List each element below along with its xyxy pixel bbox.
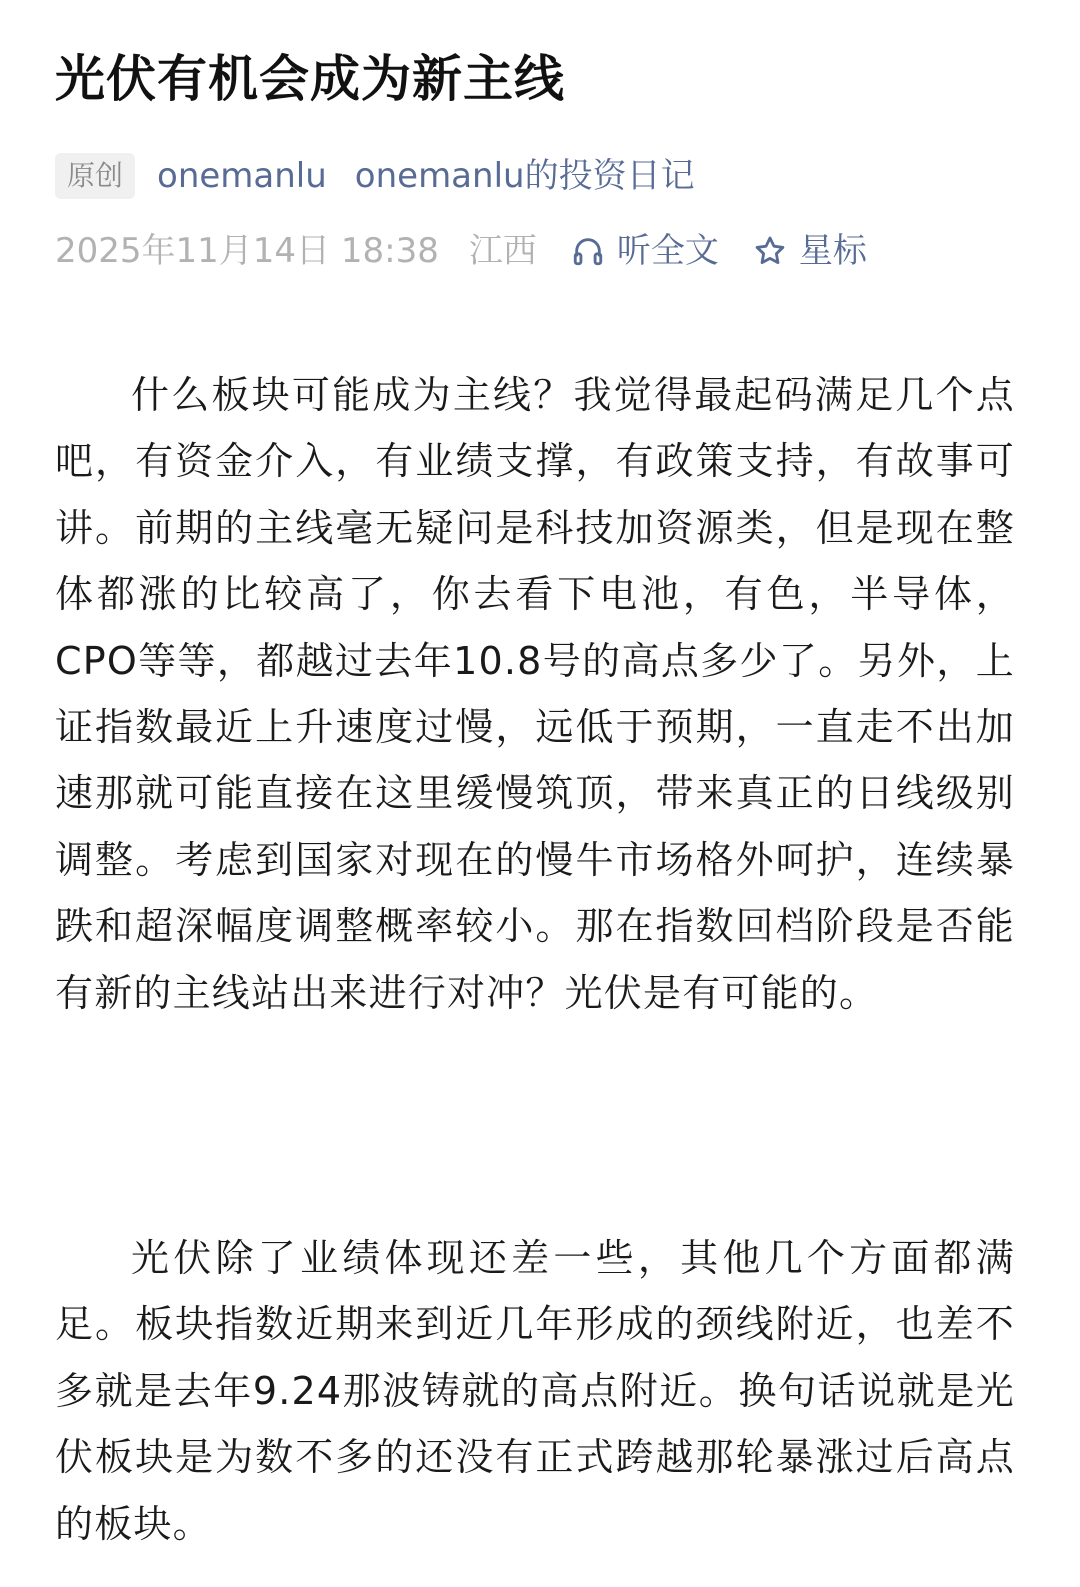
star-button[interactable]	[753, 226, 867, 276]
publish-date: 2025年11月14日 18:38	[55, 231, 439, 271]
article-paragraph: 什么板块可能成为主线？我觉得最起码满足几个点吧，有资金介入，有业绩支撑，有政策支持，有故事可讲。前期的主线毫无疑问是科技加资源类，但是现在整体都涨的比较高了，你去看下电池，有色，半导体，CPO等等，都越过去年10.8号的高点多少了。另外，上证指数最近上升速度过慢，远低于预期，一直走不出加速那就可能直接在这里缓慢筑顶，带来真正的日线级别调整。考虑到国家对现在的慢牛市场格外呵护，连续暴跌和超深幅度调整概率较小。那在指数回档阶段是否能有新的主线站出来进行对冲？光伏是有可能的。	[55, 373, 1015, 1015]
article-paragraph: 光伏除了业绩体现还差一些，其他几个方面都满足。板块指数近期来到近几年形成的颈线附近，也差不多就是去年9.24那波铸就的高点附近。换句话说就是光伏板块是为数不多的还没有正式跨越那轮暴涨过后高点的板块。	[55, 1236, 1015, 1546]
star-label: 星标	[798, 231, 867, 271]
article-title: 光伏有机会成为新主线	[55, 50, 565, 108]
star-icon	[753, 234, 787, 268]
original-badge: 原创	[55, 153, 135, 199]
headphones-icon	[571, 234, 605, 268]
account-link[interactable]: onemanlu的投资日记	[354, 156, 695, 196]
article-meta-info	[55, 226, 867, 276]
publish-location: 江西	[468, 231, 537, 271]
article-meta-source	[55, 152, 695, 200]
author-link[interactable]: onemanlu	[157, 156, 327, 196]
listen-button[interactable]	[571, 226, 719, 276]
listen-label: 听全文	[616, 231, 719, 271]
